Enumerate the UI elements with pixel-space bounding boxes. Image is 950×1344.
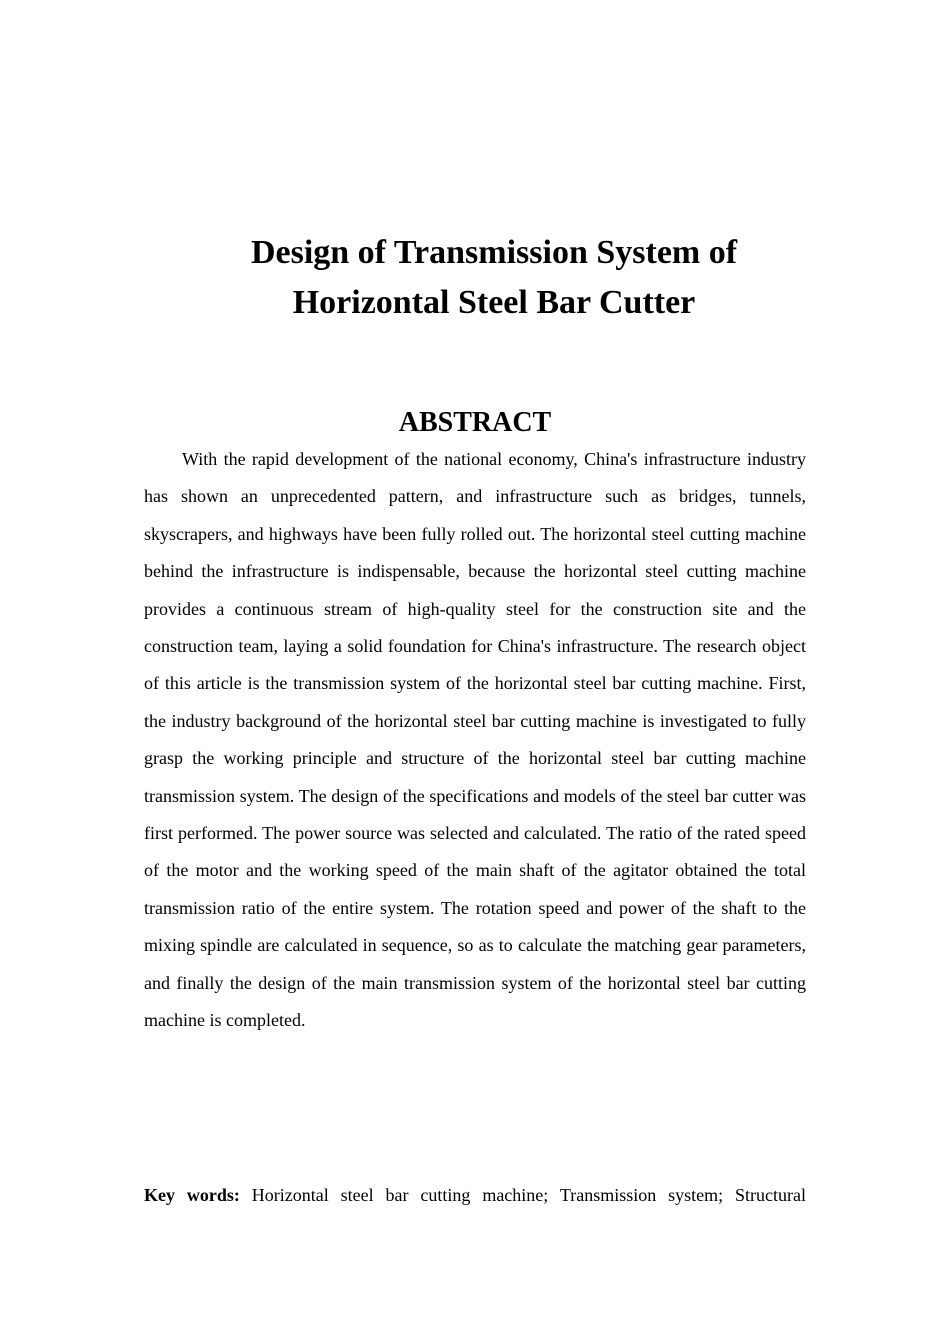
paper-title-line-1: Design of Transmission System of — [250, 234, 738, 271]
abstract-heading: ABSTRACT — [398, 407, 552, 438]
keywords-label: Key words: — [144, 1185, 240, 1205]
paper-title-line-2: Horizontal Steel Bar Cutter — [292, 284, 696, 321]
keywords-line — [144, 1177, 806, 1214]
paper-title — [144, 228, 844, 328]
keywords-text: Horizontal steel bar cutting machine; Transmission system; Structural — [251, 1185, 806, 1205]
abstract-body: With the rapid development of the national economy, China's infrastructure industry has shown an unprecedented pattern, and infrastructure such as bridges, tunnels, skyscrapers, and highways have been fully rolled out. The horizontal steel cutting machine behind the infrastructure is indispensable, because the horizontal steel cutting machine provides a continuous stream of high-quality steel for the construction site and the construction team, laying a solid foundation for China's infrastructure. The research object of this article is the transmission system of the horizontal steel bar cutting machine. First, the industry background of the horizontal steel bar cutting machine is investigated to fully grasp the working principle and structure of the horizontal steel bar cutting machine transmission system. The design of the specifications and models of the steel bar cutter was first performed. The power source was selected and calculated. The ratio of the rated speed of the motor and the working speed of the main shaft of the agitator obtained the total transmission ratio of the entire system. The rotation speed and power of the shaft to the mixing spindle are calculated in sequence, so as to calculate the matching gear parameters, and finally the design of the main transmission system of the horizontal steel bar cutting machine is completed. — [144, 449, 806, 1031]
